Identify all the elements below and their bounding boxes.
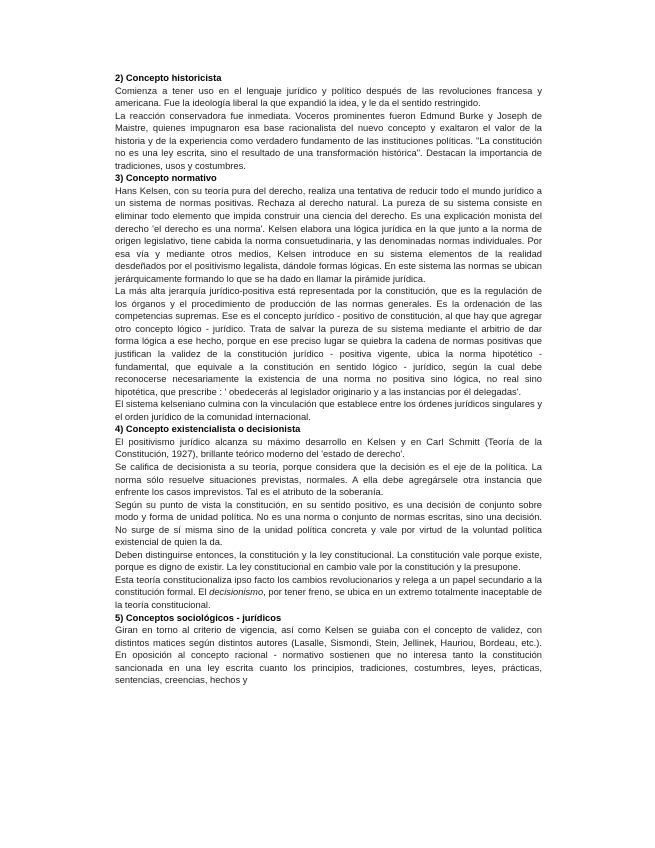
paragraph: La más alta jerarquía jurídico-positiva está representada por la constitución, que es la regulación de los órganos y el procedimiento de producción de las normas generales. Es la ordenación de las competencias supremas. Ese es el concepto jurídico - positivo de constitución, al que hay que agregar otro concepto lógico - jurídico. Trata de salvar la pureza de su sistema mediante el arbitrio de dar forma lógica a ese hecho, porque en ese preciso lugar se quiebra la cadena de normas positivas que justifican la validez de la constitución jurídico - positiva vigente, ubica la norma hipotético - fundamental, que equivale a la constitución en sentido lógico - jurídico, según la cual debe reconocerse necesariamente la existencia de una norma no positiva sino lógica, no real sino hipotética, que prescribe : ' obedecerás al legislador originario y a las instancias por él delegadas'.: [115, 286, 542, 397]
paragraph: La reacción conservadora fue inmediata. Voceros prominentes fueron Edmund Burke y Joseph de Maistre, quienes impugnaron esa base racionalista del nuevo concepto y exaltaron el valor de la historia y de la experiencia como verdadero fundamento de las instituciones políticas. "La constitución no es una ley escrita, sino el resultado de una transformación histórica". Destacan la importancia de tradiciones, usos y costumbres.: [115, 110, 542, 171]
paragraph: Giran en torno al criterio de vigencia, así como Kelsen se guiaba con el concepto de validez, con distintos matices según distintos autores (Lasalle, Sismondi, Stein, Jellinek, Hauriou, Bordeau, etc.). En oposición al concepto racional - normativo sostienen que no interesa tanto la constitución sancionada en una ley escrita cuanto los principios, tradiciones, costumbres, leyes, prácticas, sentencias, creencias, hechos y: [115, 625, 542, 686]
section-heading-normativo: 3) Concepto normativo: [115, 173, 217, 184]
document-page: [115, 72, 542, 687]
paragraph: Deben distinguirse entonces, la constitución y la ley constitucional. La constitución vale porque existe, porque es digno de existir. La ley constitucional en cambio vale por la constitución y la presupone.: [115, 549, 542, 573]
paragraph: Comienza a tener uso en el lenguaje jurídico y político después de las revoluciones francesa y americana. Fue la ideología liberal la que expandió la idea, y le da el sentido restringido.: [115, 85, 542, 109]
paragraph: El positivismo jurídico alcanza su máximo desarrollo en Kelsen y en Carl Schmitt (Teoría de la Constitución, 1927), brillante teórico moderno del 'estado de derecho'.: [115, 436, 542, 460]
paragraph: Hans Kelsen, con su teoría pura del derecho, realiza una tentativa de reducir todo el mundo jurídico a un sistema de normas positivas. Rechaza al derecho natural. La pureza de su sistema consiste en eliminar todo elemento que impida construir una ciencia del derecho. Es una explicación monista del derecho 'el derecho es una norma'. Kelsen elabora una lógica jurídica en la que junto a la norma de origen legislativo, tiene cabida la norma consuetudinaria, y las denominadas normas individuales. Por esa vía y mediante otros medios, Kelsen introduce en su sistema elementos de la realidad desdeñados por el positivismo legalista, dándole formas lógicas. En este sistema las normas se ubican jerárquicamente formando lo que se ha dado en llamar la pirámide jurídica.: [115, 185, 542, 284]
section-heading-decisionista: 4) Concepto existencialista o decisionista: [115, 424, 301, 435]
paragraph: Se califica de decisionista a su teoría, porque considera que la decisión es el eje de la política. La norma sólo resuelve situaciones previstas, normales. A ella debe agregársele otra instancia que enfrente los casos imprevistos. Tal es el atributo de la soberanía.: [115, 461, 542, 498]
section-heading-sociologicos: 5) Conceptos sociológicos - jurídicos: [115, 612, 282, 623]
paragraph: Según su punto de vista la constitución, en su sentido positivo, es una decisión de conjunto sobre modo y forma de unidad política. No es una norma o conjunto de normas escritas, sino una decisión. No surge de sí misma sino de la unidad política concreta y vale por virtud de la voluntad política existencial de quien la da.: [115, 499, 542, 548]
text-run: , por tener freno, se ubica en un extremo totalmente inaceptable de la teoría constitucional.: [115, 587, 542, 610]
italic-term: decisionismo: [209, 587, 264, 598]
paragraph: El sistema kelseniano culmina con la vinculación que establece entre los órdenes jurídicos singulares y el orden jurídico de la comunidad internacional.: [115, 399, 542, 422]
text-run: Esta teoría constitucionaliza ipso facto los cambios revolucionarios y relega a un papel secundario a la constitución formal. El: [115, 574, 542, 598]
paragraph-decisionismo: [115, 574, 542, 612]
section-heading-historicista: 2) Concepto historicista: [115, 73, 222, 83]
